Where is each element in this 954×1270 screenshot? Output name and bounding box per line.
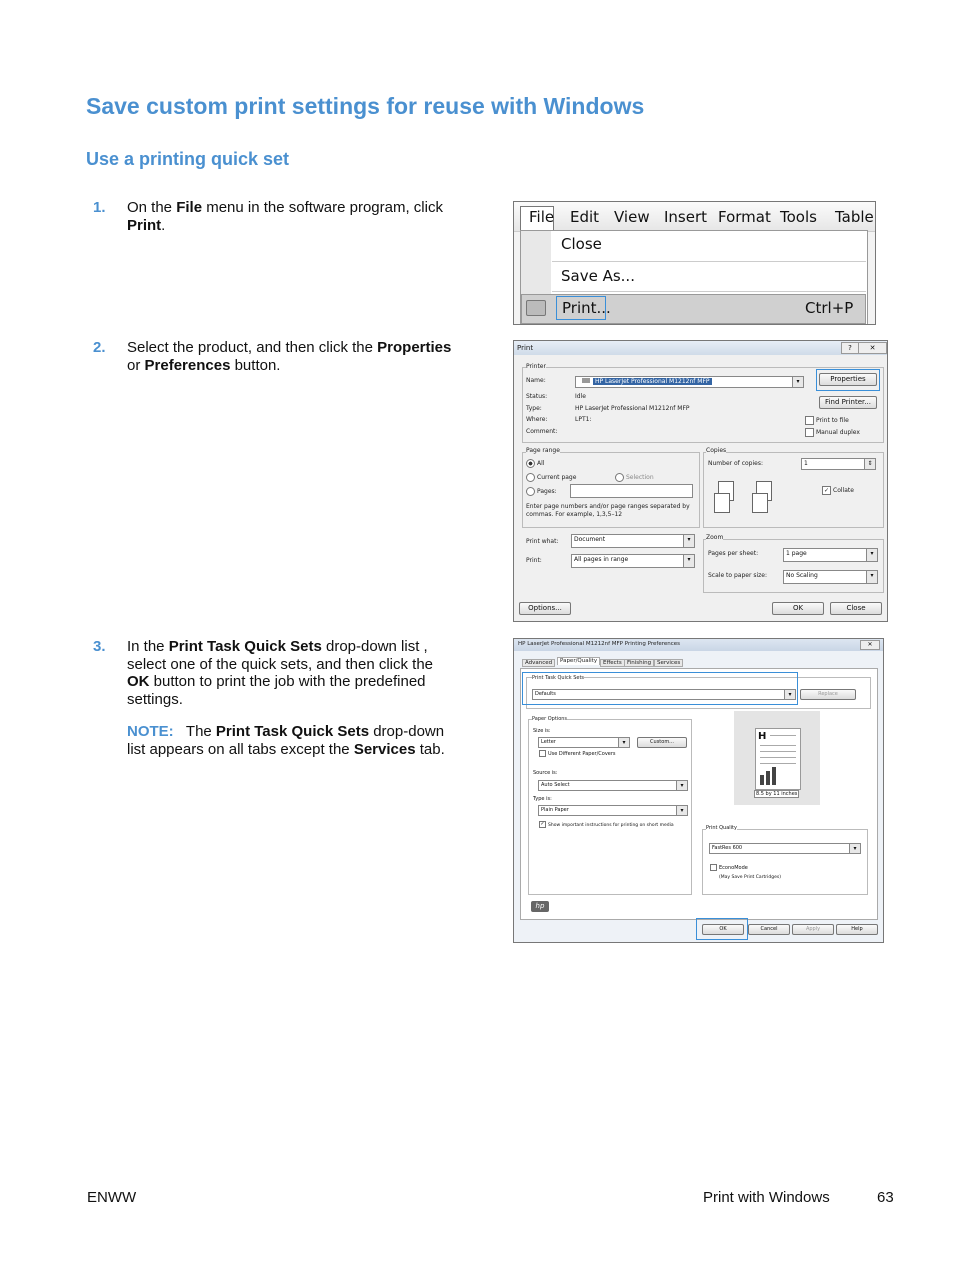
type-value: HP LaserJet Professional M1212nf MFP (575, 405, 690, 412)
menu-divider (552, 291, 866, 292)
print-quality-label: Print Quality (706, 825, 737, 831)
type-label: Type is: (533, 796, 552, 802)
use-different-paper-checkbox[interactable]: Use Different Paper/Covers (539, 750, 616, 757)
menu-format[interactable]: Format (718, 208, 771, 226)
range-hint: Enter page numbers and/or page ranges separated by commas. For example, 1,3,5–12 (526, 503, 690, 518)
print-dialog-screenshot (513, 340, 888, 622)
menu-edit[interactable]: Edit (570, 208, 600, 226)
note (127, 723, 447, 758)
step-number: 2. (93, 339, 106, 356)
apply-button[interactable]: Apply (792, 924, 834, 935)
options-button[interactable]: Options... (519, 602, 571, 615)
step-number: 1. (93, 199, 106, 216)
tab-services[interactable]: Services (654, 659, 683, 667)
close-icon[interactable]: ✕ (860, 640, 880, 650)
printer-icon (526, 300, 546, 316)
printer-name-select[interactable]: HP LaserJet Professional M1212nf MFP ▾ (575, 376, 804, 388)
page-range-label: Page range (526, 447, 560, 454)
cancel-button[interactable]: Cancel (748, 924, 790, 935)
quality-select[interactable]: FastRes 600 ▾ (709, 843, 861, 854)
print-what-select[interactable]: Document ▾ (571, 534, 695, 548)
preview-chart-icon (760, 775, 764, 785)
where-value: LPT1: (575, 416, 592, 423)
type-select[interactable]: Plain Paper ▾ (538, 805, 688, 816)
page-title: Save custom print settings for reuse with Windows (86, 93, 645, 119)
menu-item-save-as[interactable]: Save As... (561, 267, 635, 285)
quick-sets-label: Print Task Quick Sets (532, 675, 585, 681)
selection-radio[interactable]: Selection (615, 473, 654, 482)
collate-checkbox[interactable]: ✓ Collate (823, 487, 854, 494)
menu-file[interactable]: File (529, 208, 555, 226)
menu-item-close[interactable]: Close (561, 235, 602, 253)
paper-preview (734, 711, 820, 805)
footer-section: Print with Windows (703, 1189, 830, 1206)
section-subtitle: Use a printing quick set (86, 149, 290, 169)
pages-input[interactable] (570, 484, 693, 498)
scale-select[interactable]: No Scaling ▾ (783, 570, 878, 584)
note-label: NOTE: (127, 723, 174, 740)
properties-button[interactable]: Properties (819, 373, 877, 386)
ok-button[interactable]: OK (702, 924, 744, 935)
dialog-title: Print (517, 344, 534, 352)
status-value: Idle (575, 393, 586, 400)
menu-tools[interactable]: Tools (780, 208, 817, 226)
pages-radio[interactable]: Pages: (526, 487, 557, 496)
close-button[interactable]: Close (830, 602, 882, 615)
step-text: In the Print Task Quick Sets drop-down list , select one of the quick sets, and then click the OK button to print the job with the predefined settings. (127, 638, 434, 708)
pages-per-sheet-label: Pages per sheet: (708, 550, 759, 557)
page-number: 63 (877, 1189, 894, 1206)
zoom-label: Zoom (706, 534, 724, 541)
quick-sets-select[interactable]: Defaults ▾ (532, 689, 796, 700)
economode-checkbox[interactable]: EconoMode (710, 864, 748, 871)
prefs-title: HP LaserJet Professional M1212nf MFP Printing Preferences (518, 641, 680, 647)
tab-effects[interactable]: Effects (600, 659, 625, 667)
manual-duplex-checkbox[interactable]: Manual duplex (805, 428, 860, 437)
size-label: Size is: (533, 728, 551, 734)
ok-button[interactable]: OK (772, 602, 824, 615)
tab-paper-quality[interactable]: Paper/Quality (557, 657, 600, 665)
menu-insert[interactable]: Insert (664, 208, 708, 226)
copies-label: Copies (706, 447, 727, 454)
print-what-label: Print what: (526, 538, 559, 545)
preview-page (755, 728, 801, 790)
preferences-dialog-screenshot (513, 638, 884, 943)
file-menu-screenshot (513, 201, 876, 325)
find-printer-button[interactable]: Find Printer... (819, 396, 877, 409)
help-button[interactable]: Help (836, 924, 878, 935)
dialog-titlebar (514, 341, 887, 355)
scale-label: Scale to paper size: (708, 572, 767, 579)
note-text: NOTE: The Print Task Quick Sets drop-down list appears on all tabs except the Services tab. (127, 723, 445, 758)
current-page-radio[interactable]: Current page (526, 473, 576, 482)
comment-label: Comment: (526, 428, 558, 435)
source-select[interactable]: Auto Select ▾ (538, 780, 688, 791)
tab-advanced[interactable]: Advanced (522, 659, 555, 667)
collate-pages-icon (714, 481, 774, 521)
preview-size-label: 8.5 by 11 inches (756, 791, 798, 797)
name-label: Name: (526, 377, 546, 384)
step-text: On the File menu in the software program, click Print. (127, 199, 443, 234)
print-label: Print: (526, 557, 542, 564)
help-icon[interactable]: ? (841, 342, 859, 354)
print-to-file-checkbox[interactable]: Print to file (805, 416, 849, 425)
close-icon[interactable]: ✕ (858, 342, 887, 354)
footer-left: ENWW (87, 1189, 137, 1206)
paper-options-label: Paper Options (532, 716, 568, 722)
menu-table[interactable]: Table (835, 208, 874, 226)
print-quality-group (702, 829, 868, 895)
copies-spinner[interactable]: 1 ⇕ (801, 458, 876, 470)
where-label: Where: (526, 416, 548, 423)
economode-note: (May Save Print Cartridges) (719, 875, 781, 880)
menu-divider (552, 261, 866, 262)
menu-item-print[interactable]: Print... (562, 299, 611, 317)
num-copies-label: Number of copies: (708, 460, 763, 467)
print-select[interactable]: All pages in range ▾ (571, 554, 695, 568)
replace-button[interactable]: Replace (800, 689, 856, 700)
show-instructions-checkbox[interactable]: ✓ Show important instructions for printing on short media (540, 821, 674, 828)
custom-button[interactable]: Custom... (637, 737, 687, 748)
tab-finishing[interactable]: Finishing (624, 659, 654, 667)
size-select[interactable]: Letter ▾ (538, 737, 630, 748)
printer-group-label: Printer (526, 363, 546, 370)
step-number: 3. (93, 638, 106, 655)
step-text: Select the product, and then click the Properties or Preferences button. (127, 339, 452, 374)
hp-logo-icon: hp (531, 901, 549, 912)
preview-h-icon: H (758, 731, 767, 742)
pages-per-sheet-select[interactable]: 1 page ▾ (783, 548, 878, 562)
all-radio[interactable]: All (526, 459, 544, 468)
print-shortcut: Ctrl+P (805, 299, 854, 317)
status-label: Status: (526, 393, 548, 400)
source-label: Source is: (533, 770, 558, 776)
type-label: Type: (526, 405, 542, 412)
menu-view[interactable]: View (614, 208, 650, 226)
